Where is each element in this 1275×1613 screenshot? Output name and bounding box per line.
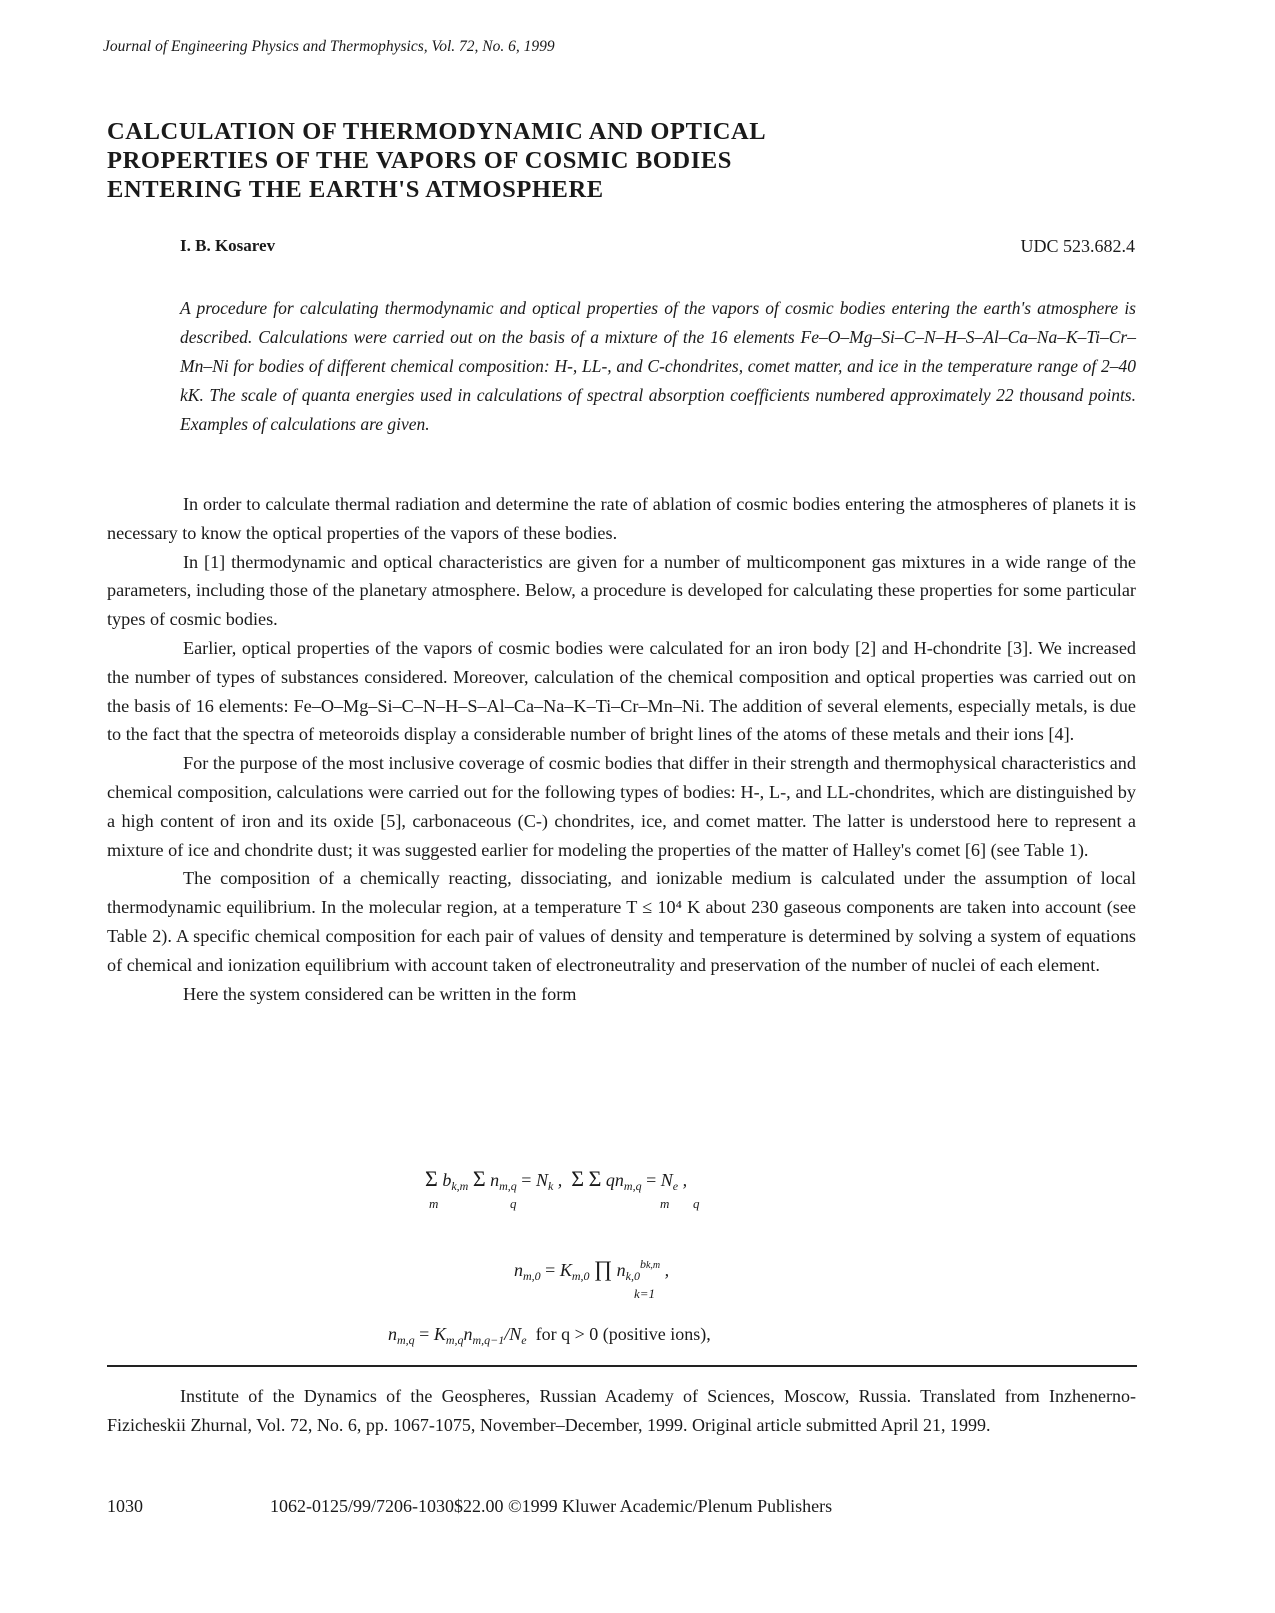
equation-2: $n_{m,0} = K_{m,0}$ ∏ $n_{k,0}^{bk,m}$ , k=1 bbox=[514, 1256, 670, 1301]
title-line: PROPERTIES OF THE VAPORS OF COSMIC BODIES bbox=[107, 147, 733, 174]
author-name: I. B. Kosarev bbox=[180, 236, 276, 255]
footnote-divider bbox=[107, 1365, 1137, 1367]
equation-condition: for q > 0 (positive ions), bbox=[535, 1324, 711, 1344]
body-text bbox=[107, 490, 1136, 1008]
paragraph: Earlier, optical properties of the vapors of cosmic bodies were calculated for an iron body [2] and H-chondrite [3]. We increased the number of types of substances considered. Moreover, calculation of the chemical composition and optical properties was carried out on the basis of 16 elements: Fe–O–Mg–Si–C–N–H–S–Al–Ca–Na–K–Ti–Cr–Mn–Ni. The addition of several elements, especially metals, is due to the fact that the spectra of meteoroids display a considerable number of bright lines of the atoms of these metals and their ions [4]. bbox=[107, 637, 1136, 745]
copyright-line: 1062-0125/99/7206-1030$22.00 ©1999 Kluwer Academic/Plenum Publishers bbox=[270, 1496, 833, 1516]
paragraph: In [1] thermodynamic and optical characteristics are given for a number of multicomponent gas mixtures in a wide range of the parameters, including those of the planetary atmosphere. Below, a procedure is developed for calculating these properties for some particular types of cosmic bodies. bbox=[107, 551, 1136, 630]
paragraph: In order to calculate thermal radiation and determine the rate of ablation of cosmic bodies entering the atmospheres of planets it is necessary to know the optical properties of the vapors of these bodies. bbox=[107, 494, 1136, 543]
footnote bbox=[107, 1382, 1136, 1440]
title-line: CALCULATION OF THERMODYNAMIC AND OPTICAL bbox=[107, 118, 767, 145]
paragraph: For the purpose of the most inclusive coverage of cosmic bodies that differ in their strength and thermophysical characteristics and chemical composition, calculations were carried out for the following types of bodies: H-, L-, and LL-chondrites, which are distinguished by a high content of iron and its oxide [5], carbonaceous (C-) chondrites, ice, and comet matter. The latter is understood here to represent a mixture of ice and chondrite dust; it was suggested earlier for modeling the properties of the matter of Halley's comet [6] (see Table 1). bbox=[107, 753, 1136, 860]
article-title bbox=[107, 117, 867, 204]
abstract: A procedure for calculating thermodynamic and optical properties of the vapors of cosmic bodies entering the earth's atmosphere is described. Calculations were carried out on the basis of a mixture of the 16 elements Fe–O–Mg–Si–C–N–H–S–Al–Ca–Na–K–Ti–Cr–Mn–Ni for bodies of different chemical composition: H-, LL-, and C-chondrites, comet matter, and ice in the temperature range of 2–40 kK. The scale of quanta energies used in calculations of spectral absorption coefficients numbered approximately 22 thousand points. Examples of calculations are given. bbox=[180, 298, 1136, 434]
udc-code: UDC 523.682.4 bbox=[1020, 236, 1135, 256]
page-number: 1030 bbox=[107, 1496, 143, 1516]
paragraph: The composition of a chemically reacting, dissociating, and ionizable medium is calculated under the assumption of local thermodynamic equilibrium. In the molecular region, at a temperature T ≤ 10⁴ K about 230 gaseous components are taken into account (see Table 2). A specific chemical composition for each pair of values of density and temperature is determined by solving a system of equations of chemical and ionization equilibrium with account taken of electroneutrality and preservation of the number of nuclei of each element. bbox=[107, 868, 1136, 975]
equation-1: Σ $b_{k,m}$ Σ $n_{m,q} = N_k$ , Σ Σ $qn_{m,q} = N_e$ , m q m q bbox=[425, 1166, 700, 1211]
title-line: ENTERING THE EARTH'S ATMOSPHERE bbox=[107, 176, 604, 203]
footnote-text: Institute of the Dynamics of the Geospheres, Russian Academy of Sciences, Moscow, Russia. Translated from Inzhenerno-Fizicheskii Zhurnal, Vol. 72, No. 6, pp. 1067-1075, November–December, 1999. Original article submitted April 21, 1999. bbox=[107, 1386, 1136, 1435]
equation-3: $n_{m,q} = K_{m,q}n_{m,q-1}/N_e$ for q > 0 (positive ions), bbox=[388, 1324, 711, 1347]
paragraph: Here the system considered can be written in the form bbox=[183, 983, 577, 1004]
journal-header: Journal of Engineering Physics and Thermophysics, Vol. 72, No. 6, 1999 bbox=[103, 38, 555, 55]
